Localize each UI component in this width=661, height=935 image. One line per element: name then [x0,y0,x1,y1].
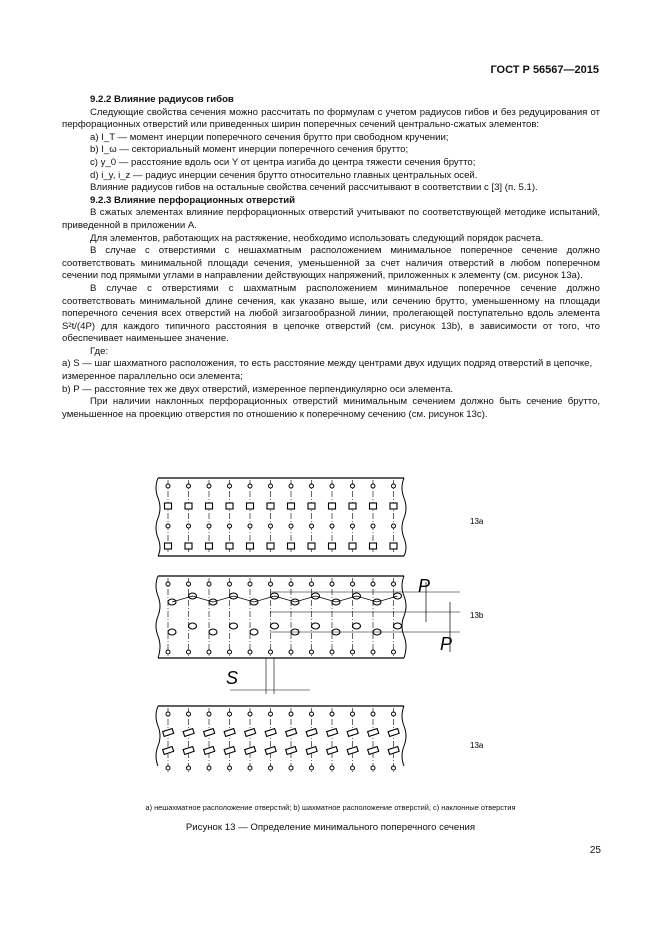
strip-13c [156,706,406,772]
list-item: b) I_ω — секториальный момент инерции поперечного сечения брутто; [90,144,409,156]
heading-9-2-3: 9.2.3 Влияние перфорационных отверстий [90,194,296,206]
perforation-diagram [150,472,520,772]
dim-p-top: P [418,576,431,596]
strip-13b [156,576,460,694]
dim-p-bottom: P [440,634,453,654]
label-13c: 13a [470,741,484,750]
document-id: ГОСТ Р 56567—2015 [490,64,599,76]
paragraph: В случае с отверстиями с нешахматным расположением минимальное поперечное сечение должно соответствовать минимальной площади сечения, уменьшенной за счет наличия отверстий в любом поперечном сечении под прямыми углами в направлении действующих напряжений, приложенных к элементу (см. рисунок 13a). [62,245,600,282]
definition: b) P — расстояние тех же двух отверстий, измеренное перпендикулярно оси элемента. [62,383,454,395]
paragraph: Следующие свойства сечения можно рассчитать по формулам с учетом радиусов гибов и без редуцирования от перфорационных отверстий или приведенных ширин поперечных сечений центрально-сжатых элементов: [62,106,600,131]
paragraph: В случае с отверстиями с шахматным расположением минимальное поперечное сечение должно соответствовать минимальной длине сечения, как указано выше, или сечению брутто, уменьшенному на площади поперечного сечения всех отверстий на любой зигзагообразной линии, пролегающей поступательно вдоль элемента S²t/(4P) для каждого типичного расстояния в цепочке отверстий (см. рисунок 13b), в зависимости от того, что обеспечивает наименьшее значение. [62,282,600,345]
figure-caption: Рисунок 13 — Определение минимального поперечного сечения [185,822,476,833]
list-item: c) y_0 — расстояние вдоль оси Y от центра изгиба до центра тяжести сечения брутто; [90,156,476,168]
paragraph: Влияние радиусов гибов на остальные свойства сечений рассчитывают в соответствии с [3] (п. 5.1). [90,182,538,194]
dim-s: S [226,668,239,688]
page-number: 25 [589,845,601,856]
figure-subcaption: а) нешахматное расположение отверстий; b) шахматное расположение отверстий, c) наклонные отверстия [145,803,516,812]
strip-13a [156,478,406,556]
paragraph: Где: [90,345,109,357]
paragraph: При наличии наклонных перфорационных отверстий минимальным сечением должно быть сечение брутто, уменьшенное на проекцию отверстия по отношению к поперечному сечению (см. рисунок 13c). [62,396,600,420]
list-item: a) I_T — момент инерции поперечного сечения брутто при свободном кручении; [90,131,449,143]
paragraph: Для элементов, работающих на растяжение, необходимо использовать следующий порядок расчета. [90,232,544,244]
list-item: d) i_y, i_z — радиус инерции сечения брутто относительно главных центральных осей. [90,169,478,181]
figure-13 [150,472,520,772]
paragraph: В сжатых элементах влияние перфорационных отверстий учитывают по соответствующей методике испытаний, приведенной в приложении А. [62,207,600,231]
definition: a) S — шаг шахматного расположения, то есть расстояние между центрами двух идущих подряд отверстий в цепочке, измеренное параллельно оси элемента; [62,358,593,383]
label-13a: 13a [470,517,484,526]
label-13b: 13b [470,611,484,620]
text-body [62,94,600,421]
heading-9-2-2: 9.2.2 Влияние радиусов гибов [90,94,234,105]
